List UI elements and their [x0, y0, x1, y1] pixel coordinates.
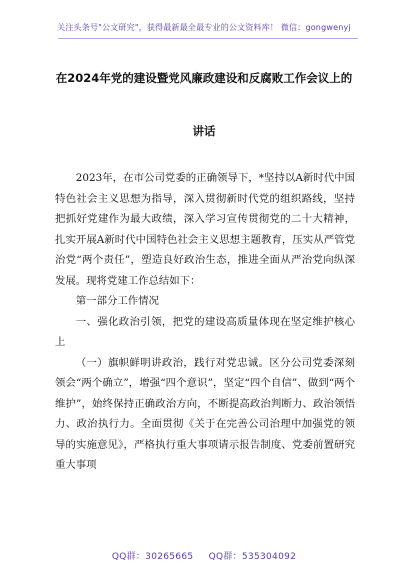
paragraph-intro: 2023年，在市公司党委的正确领导下，*坚持以A新时代中国特色社会主义思想为指导，深入贯彻新时代党的组织路线，坚持把抓好党建作为最大政绩，深入学习宣传贯彻党的二十大精神，扎实开展A新时代中国特色社会主义思想主题教育，压实从严管党治党“两个责任”，塑造良好政治生态，推进全面从严治党向纵深发展。现将党建工作总结如下： [55, 172, 355, 287]
paragraph-item-1: （一）旗帜鲜明讲政治，践行对党忠诚。区分公司党委深刻领会“两个确立”，增强“四个意识”，坚定“四个自信”、做到“两个维护”，始终保持正确政治方向，不断提高政治判断力、政治领悟力、政治执行力。全面贯彻《关于在完善公司治理中加强党的领导的实施意见》，严格执行重大事项请示报告制度、党委前置研究重大事项 [55, 356, 355, 471]
document-body [55, 168, 355, 476]
footer-qq-group-2: QQ群：535304092 [208, 552, 297, 562]
subsection-heading: 一、强化政治引领，把党的建设高质量体现在坚定维护核心上 [55, 315, 355, 348]
footer [0, 549, 408, 562]
header-banner: 关注头条号"公文研究"，获得最新最全最专业的公文资料库！ 微信：gongwenyj [57, 23, 351, 32]
header-divider [58, 38, 358, 39]
document-title: 在2024年党的建设暨党风廉政建设和反腐败工作会议上的 [55, 71, 353, 85]
section-heading: 第一部分工作情况 [75, 295, 159, 307]
footer-qq-group-1: QQ群：30265665 [111, 552, 194, 562]
document-subtitle: 讲话 [192, 124, 216, 138]
